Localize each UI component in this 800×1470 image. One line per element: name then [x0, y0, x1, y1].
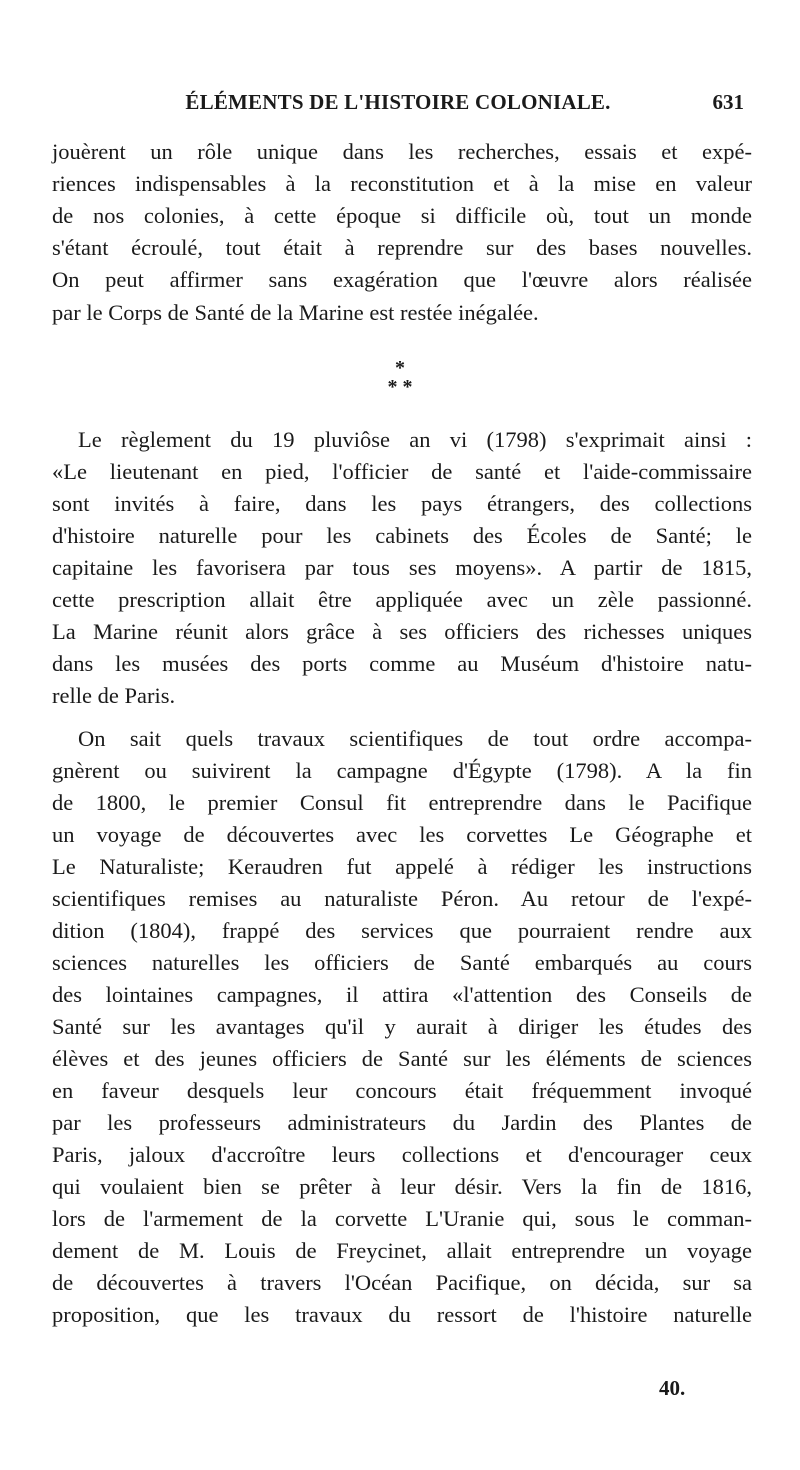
- text-line: sciences naturelles les officiers de Santé embarqués au cours: [52, 950, 752, 975]
- signature-mark: 40.: [659, 1376, 686, 1400]
- text-line: Le règlement du 19 pluviôse an vi (1798) s'exprimait ainsi :: [78, 427, 752, 452]
- text-line: dition (1804), frappé des services que pourraient rendre aux: [52, 918, 752, 943]
- text-line: On sait quels travaux scientifiques de tout ordre accompa-: [78, 726, 752, 751]
- text-line: de découvertes à travers l'Océan Pacifique, on décida, sur sa: [52, 1270, 752, 1295]
- text-line: d'histoire naturelle pour les cabinets des Écoles de Santé; le: [52, 523, 752, 548]
- text-line: en faveur desquels leur concours était fréquemment invoqué: [52, 1078, 752, 1103]
- page-number: 631: [712, 90, 744, 114]
- text-line: relle de Paris.: [52, 683, 176, 708]
- text-line: s'étant écroulé, tout était à reprendre sur des bases nouvelles.: [52, 235, 752, 260]
- text-line: de 1800, le premier Consul fit entreprendre dans le Pacifique: [52, 790, 752, 815]
- text-line: «Le lieutenant en pied, l'officier de santé et l'aide-commissaire: [52, 459, 752, 484]
- text-line: scientifiques remises au naturaliste Péron. Au retour de l'expé-: [52, 886, 752, 911]
- text-line: Le Naturaliste; Keraudren fut appelé à rédiger les instructions: [52, 854, 752, 879]
- text-line: dans les musées des ports comme au Muséum d'histoire natu-: [52, 651, 752, 676]
- text-line: jouèrent un rôle unique dans les recherches, essais et expé-: [52, 139, 752, 164]
- text-line: élèves et des jeunes officiers de Santé sur les éléments de sciences: [52, 1046, 752, 1071]
- text-line: qui voulaient bien se prêter à leur désir. Vers la fin de 1816,: [52, 1174, 752, 1199]
- text-line: riences indispensables à la reconstitution et à la mise en valeur: [52, 171, 752, 196]
- text-line: dement de M. Louis de Freycinet, allait entreprendre un voyage: [52, 1238, 752, 1263]
- text-line: de nos colonies, à cette époque si difficile où, tout un monde: [52, 203, 752, 228]
- text-line: sont invités à faire, dans les pays étrangers, des collections: [52, 491, 752, 516]
- text-line: proposition, que les travaux du ressort de l'histoire naturelle: [52, 1302, 752, 1327]
- text-line: cette prescription allait être appliquée avec un zèle passionné.: [52, 587, 752, 612]
- text-line: On peut affirmer sans exagération que l'œuvre alors réalisée: [52, 267, 752, 292]
- running-title: ÉLÉMENTS DE L'HISTOIRE COLONIALE.: [185, 90, 611, 114]
- text-line: un voyage de découvertes avec les corvettes Le Géographe et: [52, 822, 752, 847]
- text-line: par le Corps de Santé de la Marine est restée inégalée.: [52, 300, 539, 325]
- asterism-bottom: * *: [387, 376, 413, 398]
- text-line: Paris, jaloux d'accroître leurs collections et d'encourager ceux: [52, 1142, 752, 1167]
- text-line: lors de l'armement de la corvette L'Uranie qui, sous le comman-: [52, 1206, 752, 1231]
- text-line: La Marine réunit alors grâce à ses officiers des richesses uniques: [52, 619, 752, 644]
- page-header: [52, 90, 744, 120]
- text-line: gnèrent ou suivirent la campagne d'Égypte (1798). A la fin: [52, 758, 752, 783]
- text-line: capitaine les favorisera par tous ses moyens». A partir de 1815,: [52, 555, 752, 580]
- text-line: des lointaines campagnes, il attira «l'attention des Conseils de: [52, 982, 752, 1007]
- text-line: par les professeurs administrateurs du Jardin des Plantes de: [52, 1110, 752, 1135]
- text-line: Santé sur les avantages qu'il y aurait à diriger les études des: [52, 1014, 752, 1039]
- asterism-top: *: [395, 357, 405, 379]
